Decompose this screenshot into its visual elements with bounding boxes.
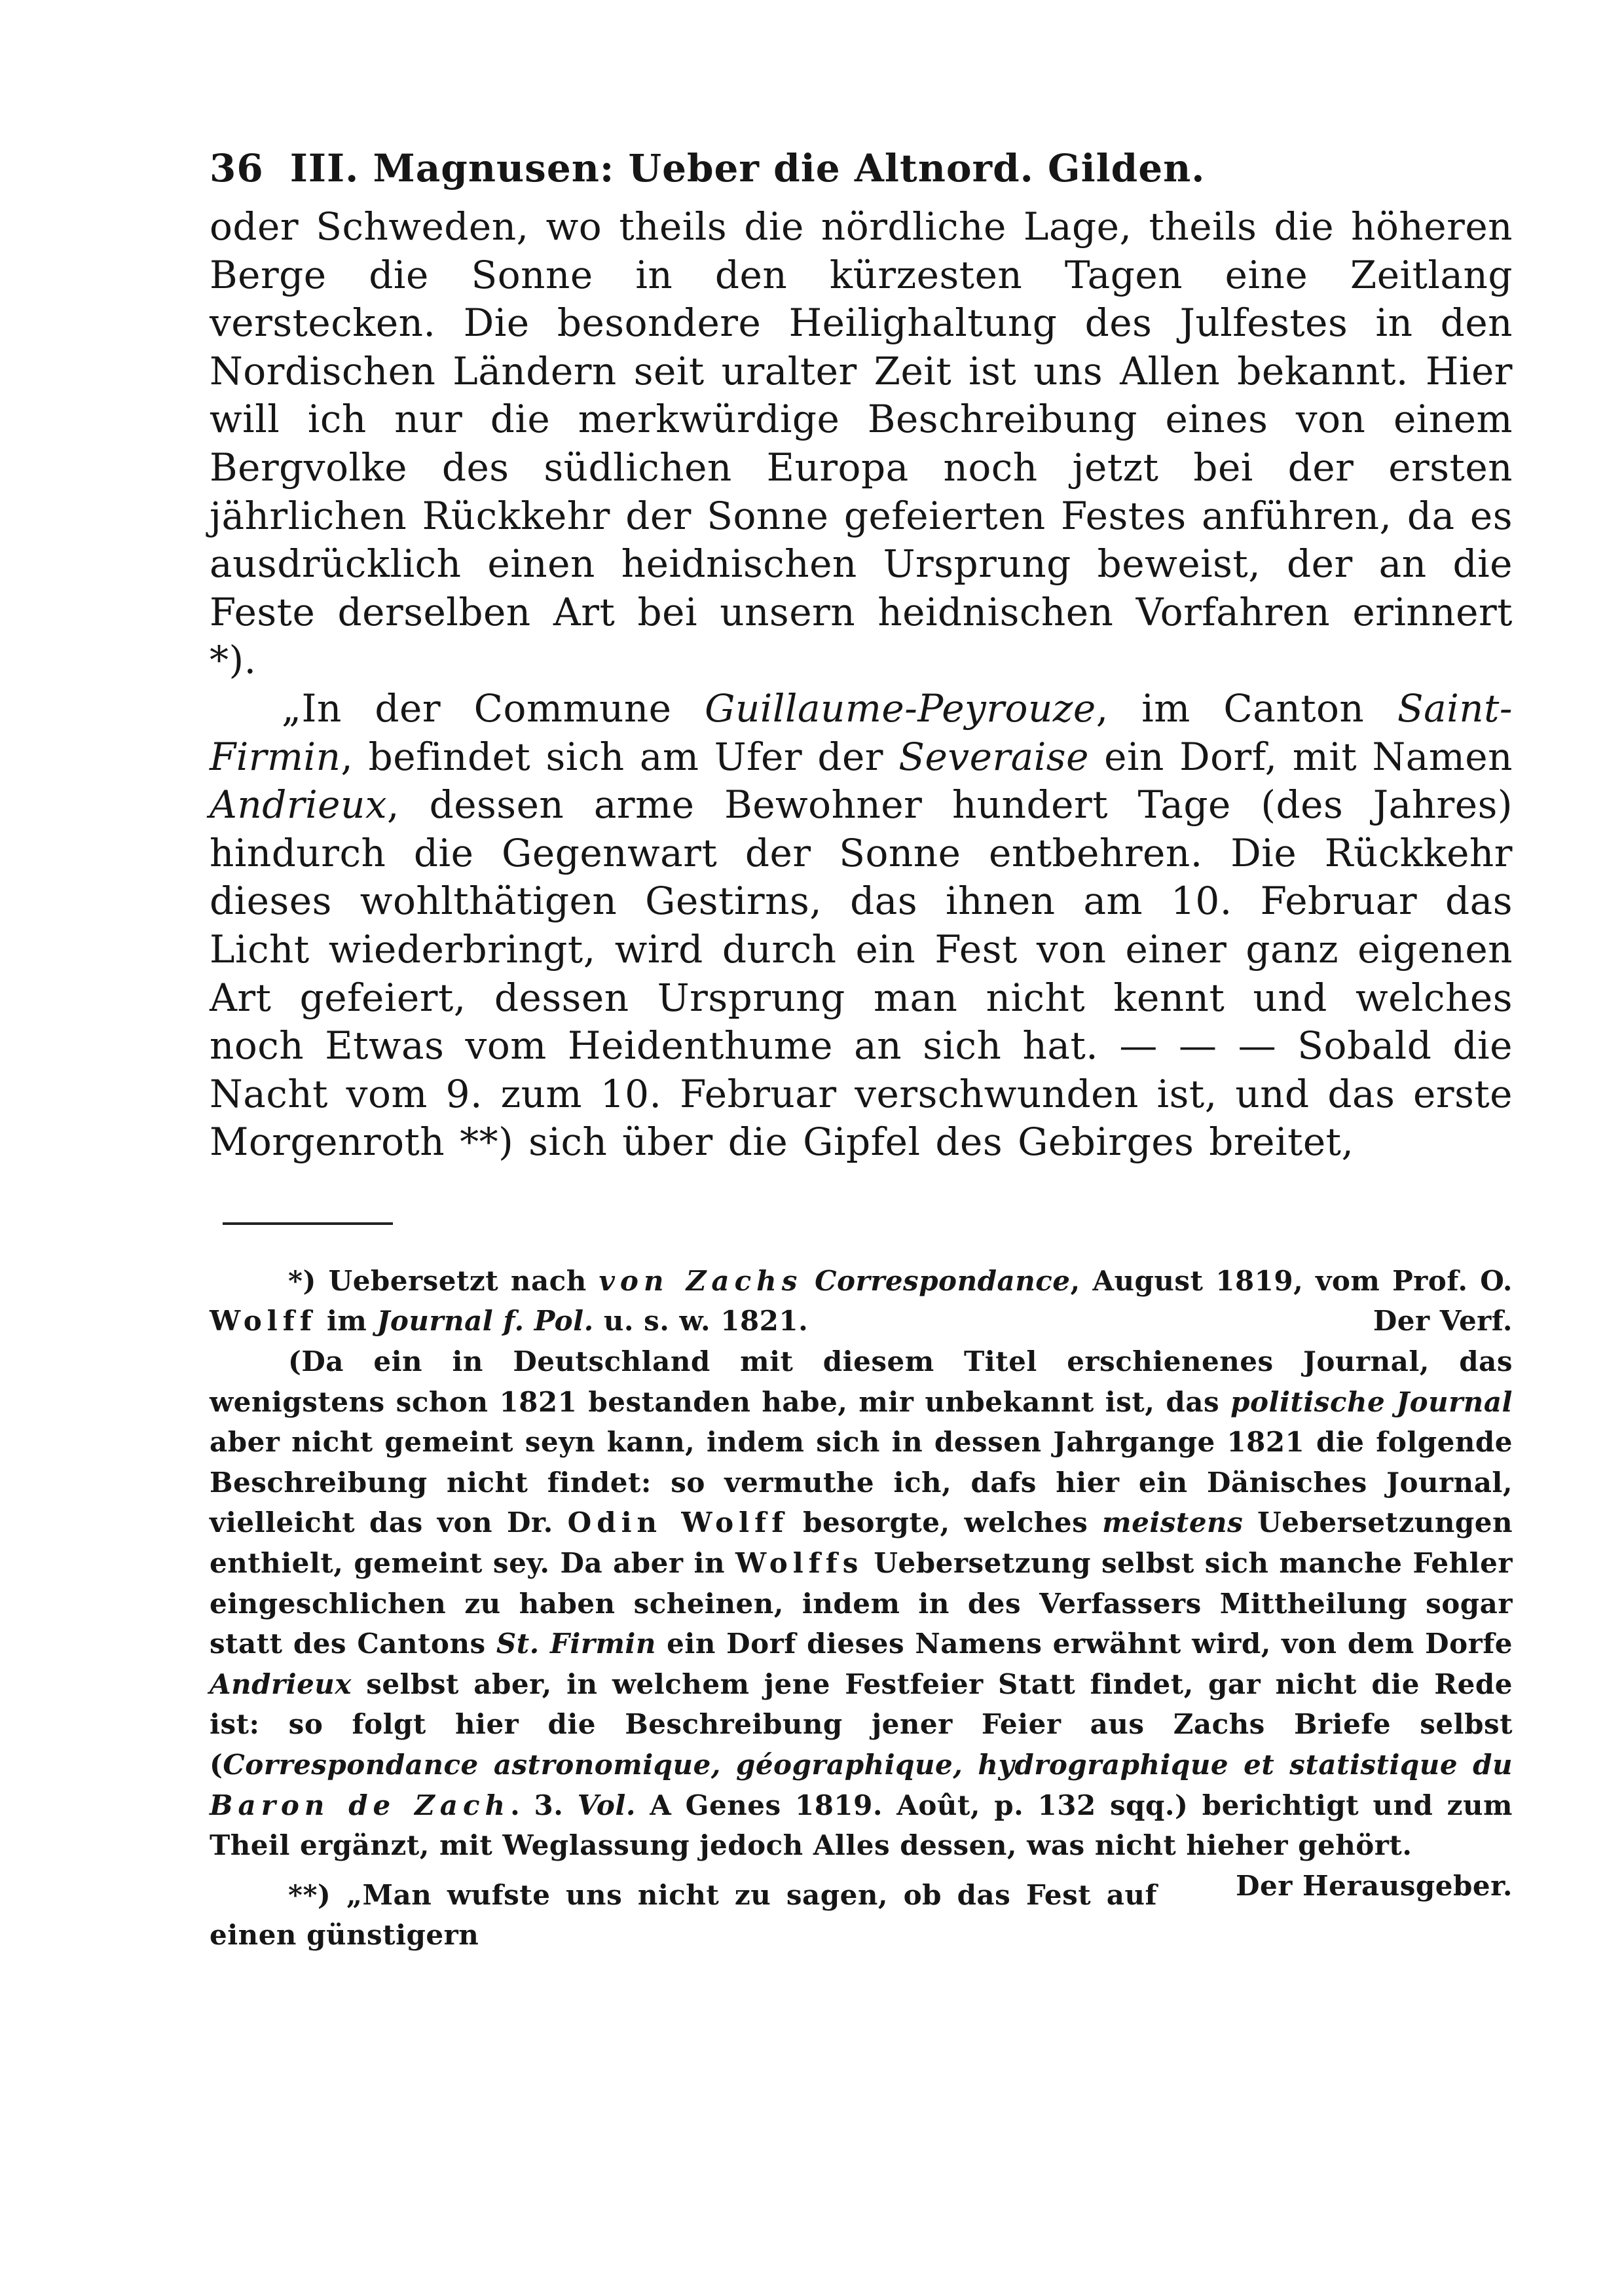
text-run: , August 1819, vom Prof. O. <box>1070 1264 1513 1297</box>
text-run: , befindet sich am Ufer der <box>341 734 899 779</box>
text-run: Uebersetzung selbst sich manche Fehler eingeschlichen zu haben scheinen, indem in des Verfassers Mittheilung sogar statt des Cantons <box>210 1547 1513 1660</box>
text-run: , im Canton <box>1096 685 1397 731</box>
journal-title: Correspondance <box>815 1264 1071 1297</box>
author-name: von Zachs <box>599 1264 803 1297</box>
text-run: aber nicht gemeint seyn kann, indem sich in dessen Jahrgange 1821 die folgende Beschreibung nicht findet: so vermuthe ich, dafs hier ein Dänisches Journal, vielleicht das von Dr. <box>210 1426 1513 1539</box>
text-run: besorgte, welches <box>788 1506 1103 1539</box>
text-run: ein Dorf, mit Namen <box>1088 734 1513 779</box>
running-header <box>210 141 1513 196</box>
text-run: im <box>316 1305 377 1338</box>
main-text <box>210 203 1513 1167</box>
footnote-1 <box>210 1261 1513 1341</box>
paragraph-1: oder Schweden, wo theils die nördliche Lage, theils die höheren Berge die Sonne in den kürzesten Tagen eine Zeitlang verstecken. Die besondere Heilighaltung des Julfestes in den Nordischen Ländern seit uralter Zeit ist uns Allen bekannt. Hier will ich nur die merkwürdige Beschreibung eines von einem Bergvolke des südlichen Europa noch jetzt bei der ersten jährlichen Rückkehr der Sonne gefeierten Festes anführen, da es ausdrücklich einen heidnischen Ursprung beweist, der an die Feste derselben Art bei unsern heidnischen Vorfahren erinnert *). <box>210 204 1513 683</box>
place-name: Andrieux <box>210 1667 352 1700</box>
text-run: A Genes 1819. Août, p. 132 sqq.) berichtigt und zum Theil ergänzt, mit Weglassung jedoch Alles dessen, was nicht hieher gehört. <box>210 1789 1513 1862</box>
page-number: 36 <box>210 146 264 191</box>
text-run: selbst aber, in welchem jene Festfeier Statt findet, gar nicht die Rede ist: so folgt hier die Beschreibung jener Feier aus Zachs Briefe selbst ( <box>210 1667 1513 1781</box>
journal-title: Correspondance astronomique, géographique, hydrographique et statistique du <box>223 1749 1513 1781</box>
emphasis: meistens <box>1102 1506 1244 1539</box>
text-run: , dessen arme Bewohner hundert Tage (des Jahres) hindurch die Gegenwart der Sonne entbehren. Die Rückkehr dieses wohlthätigen Gestirns, das ihnen am 10. Februar das Licht wiederbringt, wird durch ein Fest von einer ganz eigenen Art gefeiert, dessen Ursprung man nicht kennt und welches noch Etwas vom Heidenthume an sich hat. — — — Sobald die Nacht vom 9. zum 10. Februar verschwunden ist, und das erste Morgenroth **) sich über die Gipfel des Gebirges breitet, <box>210 782 1513 1165</box>
footnote-signature: Der Herausgeber. <box>1236 1869 1513 1902</box>
author-name: Odin Wolff <box>567 1506 789 1539</box>
footnote-separator <box>223 1222 393 1225</box>
footnote-2 <box>210 1341 1513 1902</box>
volume-label: Vol. <box>577 1789 636 1821</box>
text-run <box>802 1265 815 1297</box>
place-name: Andrieux <box>210 782 388 828</box>
place-name: St. Firmin <box>496 1628 656 1660</box>
journal-title: Journal f. Pol. <box>377 1305 594 1338</box>
footnote-3: **) „Man wufste uns nicht zu sagen, ob das Fest auf einen günstigern <box>210 1878 1158 1952</box>
text-run: u. s. w. 1821. <box>593 1305 809 1338</box>
journal-title: politische Journal <box>1230 1385 1513 1418</box>
footnotes <box>210 1261 1513 1956</box>
author-name: Wolffs <box>735 1547 864 1580</box>
running-title: III. Magnusen: Ueber die Altnord. Gilden. <box>289 146 1206 191</box>
text-run: ein Dorf dieses Namens erwähnt wird, von dem Dorfe <box>655 1628 1513 1660</box>
place-name: Severaise <box>898 734 1089 779</box>
text-run: *) Uebersetzt nach <box>288 1264 599 1297</box>
text-run: . 3. <box>510 1789 578 1821</box>
text-run: Uebersetzungen enthielt, gemeint sey. Da aber in <box>210 1506 1513 1580</box>
footnote-signature: Der Verf. <box>1373 1305 1513 1338</box>
author-name: Baron de Zach <box>210 1789 511 1821</box>
place-name: Saint-Firmin <box>210 685 1513 779</box>
text-run: (Da ein in Deutschland mit diesem Titel erschienenes Journal, das wenigstens schon 1821 bestanden habe, mir unbekannt ist, das <box>210 1345 1513 1418</box>
page <box>210 141 1513 1956</box>
place-name: Guillaume-Peyrouze <box>705 685 1096 731</box>
author-name: Wolff <box>210 1305 317 1338</box>
paragraph-2 <box>210 685 1513 1167</box>
text-run: „In der Commune <box>282 685 705 731</box>
